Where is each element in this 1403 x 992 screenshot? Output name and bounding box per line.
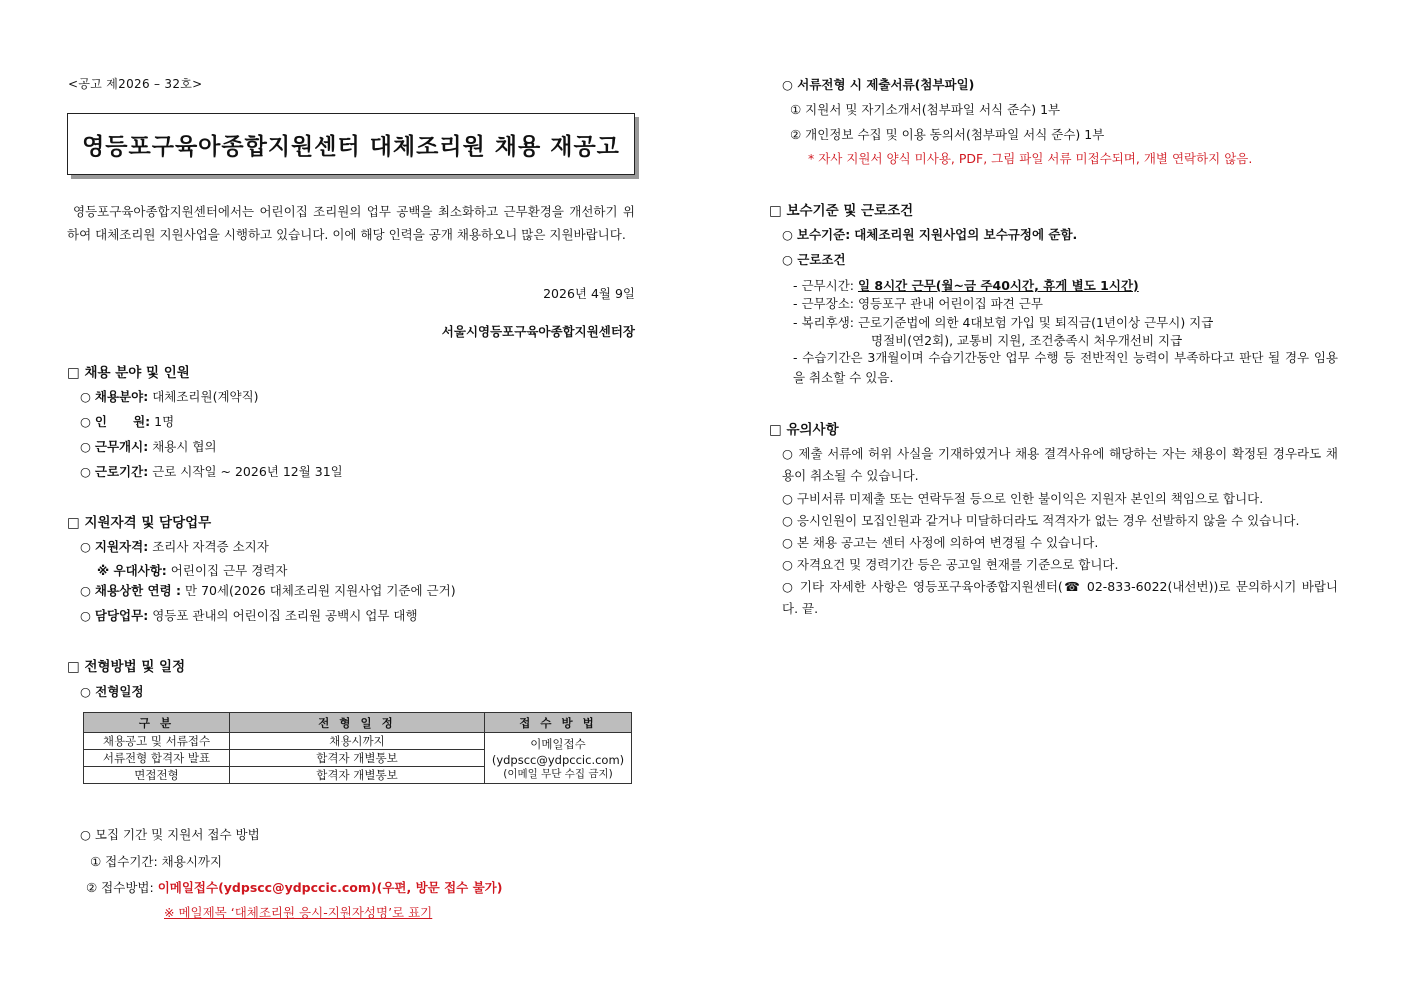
note-item: ○ 본 채용 공고는 센터 사정에 의하여 변경될 수 있습니다. [782,535,1099,550]
item-label: 채용분야: [94,389,149,404]
recruit-method [86,878,502,896]
list-item: ○ 근무개시: 채용시 협의 [80,439,217,454]
item-label: 보수기준: [796,227,851,242]
item-value: 근로 시작일 ~ 2026년 12월 31일 [152,464,343,479]
item-value: 조리사 자격증 소지자 [152,539,269,554]
item-value: 만 70세(2026 대체조리원 지원사업 기준에 근거) [185,583,456,598]
work-place: - 근무장소: 영등포구 관내 어린이집 파견 근무 [793,296,1043,311]
table-header: 접 수 방 법 [485,713,632,733]
method-note: ※ 메일제목 ‘대체조리원 응시-지원자성명’로 표기 [164,905,433,920]
note-item: ○ 구비서류 미제출 또는 연락두절 등으로 인한 불이익은 지원자 본인의 책임으로 합니다. [782,491,1264,506]
item-label: 인 원: [94,414,151,429]
list-item: ○ 담당업무: 영등포 관내의 어린이집 조리원 공백시 업무 대행 [80,608,418,623]
document-item: ① 지원서 및 자기소개서(첨부파일 서식 준수) 1부 [790,102,1061,117]
item-label: 지원자격: [94,539,149,554]
item-value: 대체조리원(계약직) [152,389,259,404]
list-item: ○ 채용분야: 대체조리원(계약직) [80,389,259,404]
recruit-heading: ○ 모집 기간 및 지원서 접수 방법 [80,827,260,842]
item-value: 어린이집 근무 경력자 [170,563,288,578]
welfare-continued: 명절비(연2회), 교통비 지원, 조건충족시 처우개선비 지급 [871,333,1183,348]
table-header: 구 분 [84,713,230,733]
right-column [700,0,1403,992]
note-item: ○ 자격요건 및 경력기간 등은 공고일 현재를 기준으로 합니다. [782,557,1119,572]
list-item: ○ 채용상한 연령 : 만 70세(2026 대체조리원 지원사업 기준에 근거) [80,583,456,598]
left-column [0,0,700,992]
note-item: ○ 기타 자세한 사항은 영등포구육아종합지원센터(☎ 02-833-6022(내선번))로 문의하시기 바랍니다. 끝. [782,579,1338,616]
method-line: (ydpscc@ydpccic.com) [491,752,625,767]
section-heading-qualification: □ 지원자격 및 담당업무 [67,515,212,531]
item-value: 영등포 관내의 어린이집 조리원 공백시 업무 대행 [152,608,418,623]
section-heading-notes: □ 유의사항 [769,422,839,438]
table-header-row [84,713,632,733]
method-prefix: ② 접수방법: [86,880,154,895]
intro-paragraph: 영등포구육아종합지원센터에서는 어린이집 조리원의 업무 공백을 최소화하고 근무환경을 개선하기 위하여 대체조리원 지원사업을 시행하고 있습니다. 이에 해당 인력을 공개 채용하오니 많은 지원바랍니다. [67,204,635,242]
probation: - 수습기간은 3개월이며 수습기간동안 업무 수행 등 전반적인 능력이 부족하다고 판단 될 경우 임용을 취소할 수 있음. [793,350,1338,385]
table-cell: 채용공고 및 서류접수 [84,733,230,750]
list-item: ○ 근로기간: 근로 시작일 ~ 2026년 12월 31일 [80,464,343,479]
notice-date: 2026년 4월 9일 [543,286,635,301]
document-note: * 자사 지원서 양식 미사용, PDF, 그림 파일 서류 미접수되며, 개별 연락하지 않음. [808,151,1253,166]
method-line: 이메일접수 [530,736,586,751]
document-item: ② 개인정보 수집 및 이용 동의서(첨부파일 서식 준수) 1부 [790,127,1105,142]
method-cell [485,733,632,784]
table-row [84,733,632,750]
pay-standard: ○ 보수기준: 대체조리원 지원사업의 보수규정에 준함. [782,227,1078,242]
list-item: ○ 인 원: 1명 [80,414,175,429]
documents-heading: ○ 서류전형 시 제출서류(첨부파일) [782,77,975,92]
note-item: ○ 응시인원이 모집인원과 같거나 미달하더라도 적격자가 없는 경우 선발하지 않을 수 있습니다. [782,513,1300,528]
recruit-period: ① 접수기간: 채용시까지 [90,854,223,869]
hours-prefix: - 근무시간: [793,278,854,293]
section-heading-recruit: □ 채용 분야 및 인원 [67,365,190,381]
item-value: 대체조리원 지원사업의 보수규정에 준함. [854,227,1078,242]
notice-number: <공고 제2026 – 32호> [68,77,203,91]
work-hours [793,276,1139,294]
item-label: ※ 우대사항: [97,563,167,578]
page-title: 영등포구육아종합지원센터 대체조리원 채용 재공고 [67,113,635,175]
item-value: 1명 [154,414,175,429]
section-heading-selection: □ 전형방법 및 일정 [67,659,186,675]
signature: 서울시영등포구육아종합지원센터장 [441,324,635,339]
schedule-table [83,712,632,784]
method-line: (이메일 무단 수집 금지) [503,767,613,780]
table-cell: 면접전형 [84,767,230,784]
section-heading-pay: □ 보수기준 및 근로조건 [769,203,914,219]
table-cell: 합격자 개별통보 [230,750,485,767]
list-item [97,561,287,579]
welfare: - 복리후생: 근로기준법에 의한 4대보험 가입 및 퇴직금(1년이상 근무시) 지급 [793,315,1214,330]
item-label: 근로기간: [94,464,149,479]
table-header: 전 형 일 정 [230,713,485,733]
item-label: 담당업무: [94,608,149,623]
schedule-subheading: ○ 전형일정 [80,684,144,699]
method-email: 이메일접수(ydpscc@ydpccic.com)(우편, 방문 접수 불가) [157,880,503,895]
table-cell: 합격자 개별통보 [230,767,485,784]
item-value: 채용시 협의 [152,439,217,454]
conditions-heading: ○ 근로조건 [782,252,846,267]
table-cell: 서류전형 합격자 발표 [84,750,230,767]
list-item: ○ 지원자격: 조리사 자격증 소지자 [80,539,269,554]
item-label: 채용상한 연령 : [94,583,182,598]
hours-value: 일 8시간 근무(월~금 주40시간, 휴게 별도 1시간) [857,278,1139,293]
note-item: ○ 제출 서류에 허위 사실을 기재하였거나 채용 결격사유에 해당하는 자는 채용이 확정된 경우라도 채용이 취소될 수 있습니다. [782,446,1338,483]
item-label: 근무개시: [94,439,149,454]
table-cell: 채용시까지 [230,733,485,750]
